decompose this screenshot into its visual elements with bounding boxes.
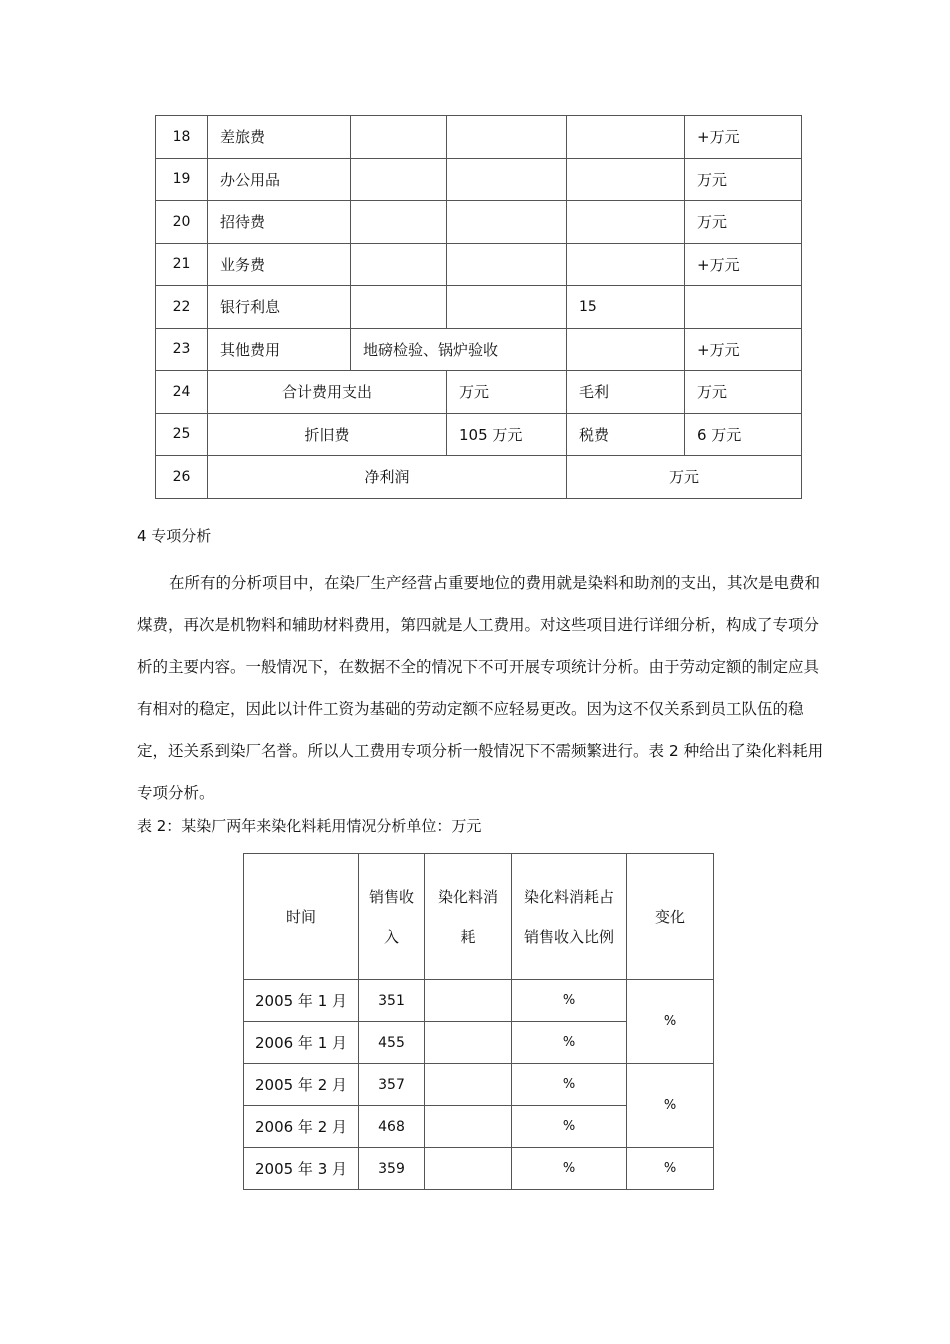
table-cell (447, 116, 567, 159)
header-sales: 销售收入 (359, 854, 425, 980)
header-consumption: 染化料消耗 (425, 854, 512, 980)
table-cell (567, 158, 685, 201)
table-cell (447, 158, 567, 201)
ratio-cell: % (512, 1148, 627, 1190)
depreciation-value: 105 万元 (447, 413, 567, 456)
table-cell (567, 328, 685, 371)
expense-amount: +万元 (685, 116, 802, 159)
ratio-cell: % (512, 980, 627, 1022)
table-row (156, 158, 802, 201)
expense-item: 业务费 (208, 243, 351, 286)
table-row (156, 371, 802, 414)
expense-note: 地磅检验、锅炉验收 (351, 328, 567, 371)
table-cell (351, 116, 447, 159)
gross-profit-value: 万元 (685, 371, 802, 414)
tax-label: 税费 (567, 413, 685, 456)
expense-table (155, 115, 802, 499)
table-cell: 15 (567, 286, 685, 329)
sales-cell: 468 (359, 1106, 425, 1148)
table-row (156, 456, 802, 499)
table-caption: 表 2：某染厂两年来染化料耗用情况分析单位：万元 (137, 817, 482, 835)
expense-item: 银行利息 (208, 286, 351, 329)
table-cell (447, 243, 567, 286)
row-number: 18 (156, 116, 208, 159)
dye-consumption-table (243, 853, 714, 1190)
expense-item: 办公用品 (208, 158, 351, 201)
expense-amount: +万元 (685, 243, 802, 286)
table-cell (567, 116, 685, 159)
ratio-cell: % (512, 1106, 627, 1148)
time-cell: 2005 年 3 月 (244, 1148, 359, 1190)
time-cell: 2006 年 2 月 (244, 1106, 359, 1148)
consumption-cell (425, 980, 512, 1022)
header-time: 时间 (244, 854, 359, 980)
ratio-cell: % (512, 1022, 627, 1064)
expense-amount (685, 286, 802, 329)
row-number: 22 (156, 286, 208, 329)
header-ratio: 染化料消耗占销售收入比例 (512, 854, 627, 980)
row-number: 26 (156, 456, 208, 499)
sales-cell: 455 (359, 1022, 425, 1064)
row-number: 19 (156, 158, 208, 201)
consumption-cell (425, 1106, 512, 1148)
table-row (156, 328, 802, 371)
header-row (244, 854, 714, 980)
total-expense-label: 合计费用支出 (208, 371, 447, 414)
ratio-cell: % (512, 1064, 627, 1106)
time-cell: 2006 年 1 月 (244, 1022, 359, 1064)
sales-cell: 359 (359, 1148, 425, 1190)
table-cell (567, 201, 685, 244)
header-change: 变化 (627, 854, 714, 980)
row-number: 23 (156, 328, 208, 371)
expense-item: 差旅费 (208, 116, 351, 159)
time-cell: 2005 年 1 月 (244, 980, 359, 1022)
depreciation-label: 折旧费 (208, 413, 447, 456)
body-paragraph: 在所有的分析项目中，在染厂生产经营占重要地位的费用就是染料和助剂的支出，其次是电费和煤费，再次是机物料和辅助材料费用，第四就是人工费用。对这些项目进行详细分析，构成了专项分析的主要内容。一般情况下，在数据不全的情况下不可开展专项统计分析。由于劳动定额的制定应具有相对的稳定，因此以计件工资为基础的劳动定额不应轻易更改。因为这不仅关系到员工队伍的稳定，还关系到染厂名誉。所以人工费用专项分析一般情况下不需频繁进行。表 2 种给出了染化料耗用专项分析。 (137, 574, 824, 802)
table-cell (567, 243, 685, 286)
change-cell: % (627, 980, 714, 1064)
sales-cell: 357 (359, 1064, 425, 1106)
consumption-cell (425, 1148, 512, 1190)
row-number: 21 (156, 243, 208, 286)
sales-cell: 351 (359, 980, 425, 1022)
row-number: 20 (156, 201, 208, 244)
table-row (156, 286, 802, 329)
table-row (156, 243, 802, 286)
total-expense-value: 万元 (447, 371, 567, 414)
expense-amount: 万元 (685, 158, 802, 201)
table-row (156, 116, 802, 159)
table-cell (351, 158, 447, 201)
change-cell: % (627, 1064, 714, 1148)
section-heading: 4 专项分析 (137, 527, 212, 545)
expense-item: 招待费 (208, 201, 351, 244)
table-cell (447, 286, 567, 329)
tax-value: 6 万元 (685, 413, 802, 456)
table-row (156, 413, 802, 456)
consumption-cell (425, 1022, 512, 1064)
change-cell: % (627, 1148, 714, 1190)
table-row (244, 1064, 714, 1106)
consumption-cell (425, 1064, 512, 1106)
expense-amount: +万元 (685, 328, 802, 371)
net-profit-value: 万元 (567, 456, 802, 499)
table-row (244, 1148, 714, 1190)
table-row (244, 980, 714, 1022)
expense-amount: 万元 (685, 201, 802, 244)
table-cell (351, 243, 447, 286)
table-cell (447, 201, 567, 244)
table-cell (351, 286, 447, 329)
table-cell (351, 201, 447, 244)
row-number: 24 (156, 371, 208, 414)
row-number: 25 (156, 413, 208, 456)
table-row (156, 201, 802, 244)
time-cell: 2005 年 2 月 (244, 1064, 359, 1106)
gross-profit-label: 毛利 (567, 371, 685, 414)
expense-item: 其他费用 (208, 328, 351, 371)
net-profit-label: 净利润 (208, 456, 567, 499)
